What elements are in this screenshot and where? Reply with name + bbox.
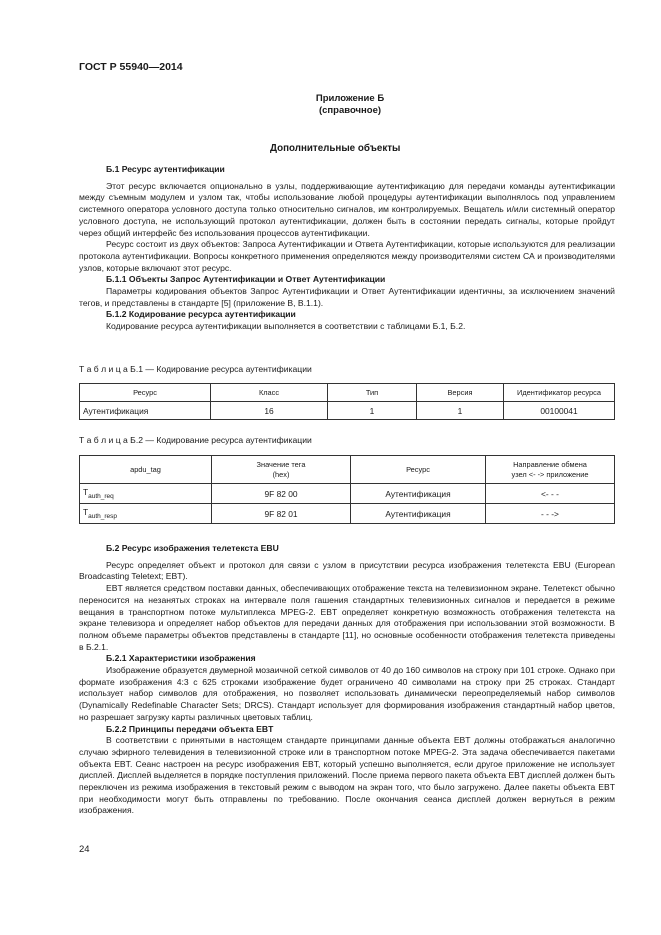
table-cell: 1 [328, 402, 417, 420]
table-header-row [80, 456, 615, 484]
table-b1 [79, 383, 615, 420]
table-cell: 1 [417, 402, 504, 420]
section-b1 [79, 164, 615, 333]
paragraph: Ресурс состоит из двух объектов: Запроса Аутентификации и Ответа Аутентификации, которые используются для реализации протокола аутентификации. Вопросы конкретного применения определяются между производителями систем СА и производителями узлов, которые включают этот ресурс. [79, 239, 615, 273]
paragraph: Кодирование ресурса аутентификации выполняется в соответствии с таблицами Б.1, Б.2. [106, 321, 466, 332]
section-b2 [79, 543, 615, 817]
table-header-cell: Класс [211, 384, 328, 402]
table-cell: Аутентификация [351, 504, 486, 524]
table-cell: - - -> [486, 504, 615, 524]
appendix-title: Приложение Б [315, 93, 385, 104]
table-caption: Т а б л и ц а Б.2 — Кодирование ресурса аутентификации [79, 435, 312, 445]
table-header-cell: Версия [417, 384, 504, 402]
table-b2 [79, 455, 615, 524]
tag-symbol: T [83, 487, 89, 497]
table-cell: 9F 82 00 [212, 484, 351, 504]
main-title: Дополнительные объекты [270, 143, 401, 154]
header-line: Значение тега [256, 459, 306, 469]
paragraph: Ресурс определяет объект и протокол для связи с узлом в присутствии ресурса изображения телетекста EBU (European Broadcasting Teletext; EBT). [79, 559, 615, 582]
table-cell [80, 504, 212, 524]
table-cell [80, 484, 212, 504]
table-header-cell: apdu_tag [80, 456, 212, 484]
header-line: Направление обмена [513, 459, 587, 469]
tag-subscript: auth_resp [88, 513, 118, 520]
appendix-label [300, 93, 400, 117]
subsection-heading: Б.2.2 Принципы передачи объекта EBT [106, 723, 274, 734]
table-header-cell [212, 456, 351, 484]
table-header-cell: Идентификатор ресурса [504, 384, 615, 402]
table-cell: Аутентификация [351, 484, 486, 504]
table-header-cell: Тип [328, 384, 417, 402]
table-header-cell: Ресурс [351, 456, 486, 484]
appendix-type: (справочное) [318, 105, 382, 116]
paragraph: Этот ресурс включается опционально в узлы, поддерживающие аутентификацию для передачи команды аутентификации между съемным модулем и узлом так, чтобы использование любой процедуры аутентификации выполнялось под управлением системного оператора условного доступа только относительно сигналов, им контролируемых. Вещатель и/или системный оператор условного доступа, не использующий протокол аутентификации, должен быть в состоянии передать сигналы, которые пройдут через общий интерфейс без использования процессов аутентификации. [79, 180, 615, 238]
table-row [80, 402, 615, 420]
table-header-cell: Ресурс [80, 384, 211, 402]
section-heading: Б.2 Ресурс изображения телетекста EBU [106, 543, 279, 553]
paragraph: Параметры кодирования объектов Запрос Аутентификации и Ответ Аутентификации идентичны, за исключением значений тегов, и представлены в стандарте [5] (приложение В, В.1.1). [79, 286, 615, 308]
table-row [80, 484, 615, 504]
subsection-heading: Б.2.1 Характеристики изображения [106, 653, 256, 664]
section-heading: Б.1 Ресурс аутентификации [106, 164, 225, 174]
tag-symbol: T [83, 507, 89, 517]
page-number: 24 [79, 844, 90, 855]
table-cell: 00100041 [504, 402, 615, 420]
subsection-heading: Б.1.1 Объекты Запрос Аутентификации и Ответ Аутентификации [106, 274, 386, 285]
table-cell: 9F 82 01 [212, 504, 351, 524]
table-header-cell [486, 456, 615, 484]
table-cell: 16 [211, 402, 328, 420]
table-cell: <- - - [486, 484, 615, 504]
document-header: ГОСТ Р 55940—2014 [79, 61, 183, 73]
table-row [80, 504, 615, 524]
header-line: (hex) [272, 469, 290, 479]
table-caption: Т а б л и ц а Б.1 — Кодирование ресурса аутентификации [79, 364, 312, 374]
table-header-row [80, 384, 615, 402]
paragraph: Изображение образуется двумерной мозаичной сеткой символов от 40 до 160 символов на строку при 101 строке. Однако при формате изображения 4:3 с 625 строками изображение будет ограничено 40 символами на строку при 25 строках. Стандарт использует набор символов для отображения, но позволяет использовать динамически переопределяемый набор символов (Dynamically Redefinable Character Sets; DRCS). Стандарт использует для формирования изображения стандартный набор цветов, но разрешает загрузку карты различных цветовых таблиц. [79, 665, 615, 722]
paragraph: EBT является средством поставки данных, обеспечивающих отображение текста на телевизионном экране. Телетекст обычно переносится на незанятых строках на интервале поля гашения стандартных телевизионных сигналов и передается в режиме вещания в транспортном потоке мультиплекса MPEG-2. EBT определяет конкретную возможность отображения телетекста на экране телевизора и определяет набор объектов для передачи данных для отображения при использовании этой возможности. В полном объеме параметры объектов представлены в стандарте [11], но основные особенности отображения телетекста приведены в Б.2.1. [79, 583, 615, 652]
tag-subscript: auth_req [88, 493, 114, 500]
table-cell: Аутентификация [80, 402, 211, 420]
paragraph: В соответствии с принятыми в настоящем стандарте принципами данные объекта EBT должны отображаться аналогично случаю эфирного телевидения в телевизионной строке или в транспортном потоке MPEG-2. Эта задача обеспечивается пакетами объекта EBT. Сеанс настроен на ресурс изображения EBT, который успешно выполняется, если другое приложение не использует дисплей. Дисплей выделяется в порядке поступления приложений. После приема первого пакета объекта EBT дисплей должен быть переключен из режима изображения в текстовый режим с выводом на экран того, что было загружено. Далее пакеты объекта EBT при необходимости могут быть отправлены по требованию. После окончания сеанса дисплей должен вернуться в режим изображения. [79, 735, 615, 816]
header-line: узел <- -> приложение [511, 469, 589, 479]
subsection-heading: Б.1.2 Кодирование ресурса аутентификации [106, 309, 296, 320]
